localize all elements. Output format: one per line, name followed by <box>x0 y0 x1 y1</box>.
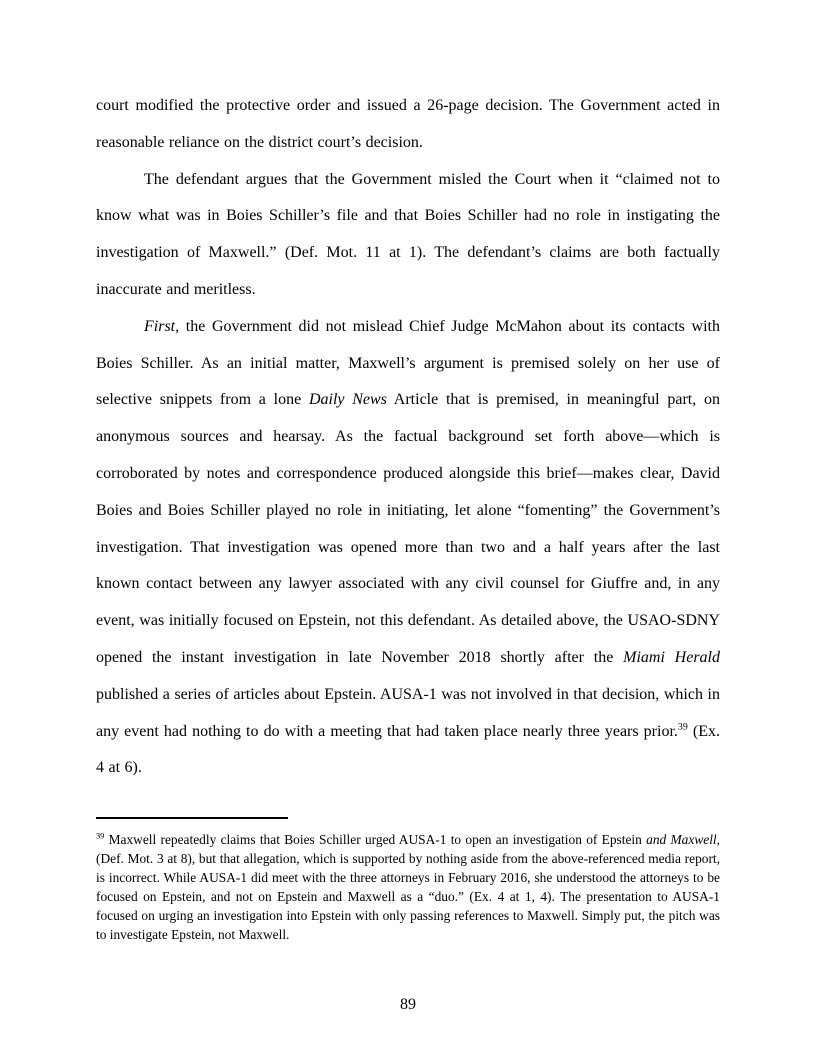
text-segment: The defendant argues that the Government misled the Court when it “claimed not to know what was in Boies Schiller’s file and that Boies Schiller had no role in instigating the investigation of Maxwell.” (Def. Mot. 11 at 1). The defendant’s claims are both factually inaccurate and meritless. <box>96 170 720 298</box>
text-segment: Article that is premised, in meaningful part, on anonymous sources and hearsay. As the factual background set forth above—which is corroborated by notes and correspondence produced alongside this brief—makes clear, David Boies and Boies Schiller played no role in initiating, let alone “fomenting” the Government’s investigation. That investigation was opened more than two and a half years after the last known contact between any lawyer associated with any civil counsel for Giuffre and, in any event, was initially focused on Epstein, not this defendant. As detailed above, the USAO-SDNY opened the instant investigation in late November 2018 shortly after the <box>96 391 720 666</box>
italic-text: and Maxwell <box>646 832 717 847</box>
body-text <box>96 88 720 787</box>
italic-text: First <box>144 317 176 335</box>
text-segment: , the Government did not mislead Chief Judge McMahon about its contacts with Boies Schiller. As an initial matter, Maxwell’s argument is premised solely on her use of selective snippets from a lone <box>96 317 720 409</box>
footnote-reference: 39 <box>677 721 688 733</box>
text-segment: (Ex. 4 at 6). <box>96 722 720 777</box>
paragraph-1 <box>96 88 720 162</box>
footnote-separator <box>96 817 288 819</box>
text-segment: court modified the protective order and issued a 26-page decision. The Government acted in reasonable reliance on the district court’s decision. <box>96 97 720 151</box>
italic-text: Miami Herald <box>623 648 720 666</box>
paragraph-2 <box>96 162 720 309</box>
footnote-reference: 39 <box>96 831 105 841</box>
footnote-39 <box>96 830 720 944</box>
italic-text: Daily News <box>308 391 387 409</box>
text-segment: published a series of articles about Epstein. AUSA-1 was not involved in that decision, which in any event had nothing to do with a meeting that had taken place nearly three years prior. <box>96 685 720 740</box>
paragraph-3 <box>96 309 720 787</box>
page-number: 89 <box>400 996 416 1013</box>
text-segment: Maxwell repeatedly claims that Boies Schiller urged AUSA-1 to open an investigation of Epstein <box>104 832 647 847</box>
text-segment: , (Def. Mot. 3 at 8), but that allegation, which is supported by nothing aside from the above-referenced media report, is incorrect. While AUSA-1 did meet with the three attorneys in February 2016, she understood the attorneys to be focused on Epstein, and not on Epstein and Maxwell as a “duo.” (Ex. 4 at 1, 4). The presentation to AUSA-1 focused on urging an investigation into Epstein with only passing references to Maxwell. Simply put, the pitch was to investigate Epstein, not Maxwell. <box>96 832 721 942</box>
